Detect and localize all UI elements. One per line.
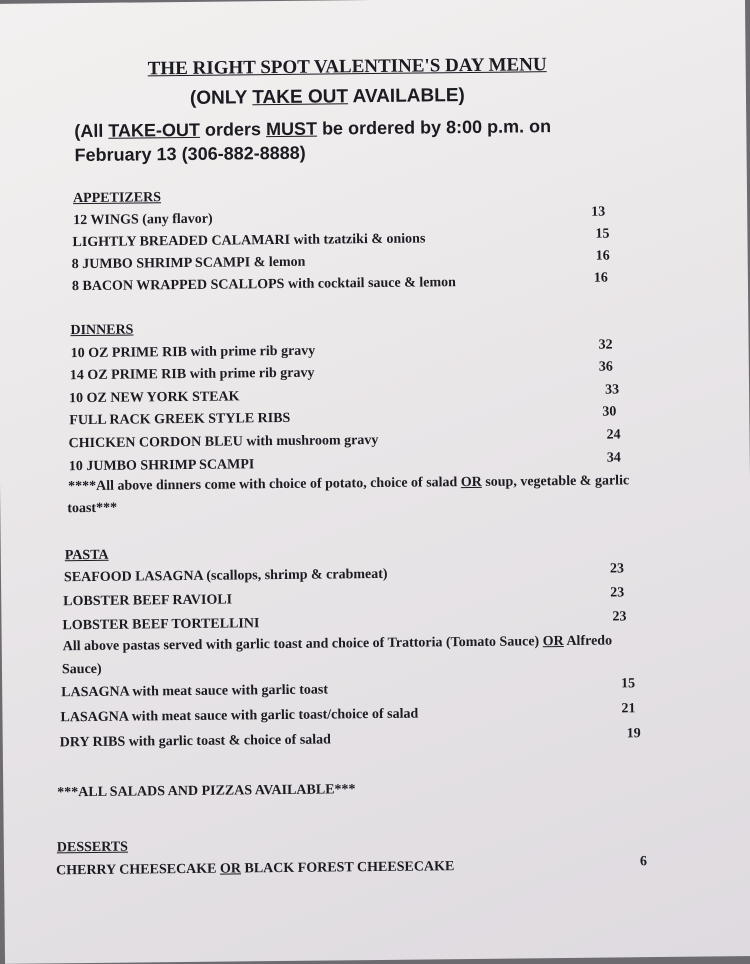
appetizer-item-name: 12 WINGS (any flavor) bbox=[73, 211, 213, 229]
appetizer-item-price: 16 bbox=[595, 248, 610, 264]
pasta-item-name: LOBSTER BEEF TORTELLINI bbox=[62, 616, 260, 634]
appetizer-item-price: 16 bbox=[593, 270, 608, 286]
dinner-item-name: 10 JUMBO SHRIMP SCAMPI bbox=[68, 457, 255, 475]
pasta-note: All above pastas served with garlic toast and choice of Trattoria (Tomato Sauce) OR Alfredo bbox=[62, 633, 613, 655]
dinners-heading: DINNERS bbox=[70, 322, 134, 339]
pasta-item-price: 19 bbox=[626, 726, 641, 742]
dinner-item-price: 30 bbox=[602, 404, 617, 420]
salads-pizzas-note: ***ALL SALADS AND PIZZAS AVAILABLE*** bbox=[57, 782, 356, 801]
dessert-item-name: CHERRY CHEESECAKE OR BLACK FOREST CHEESECAKE bbox=[55, 859, 455, 879]
dinner-item-name: 10 OZ PRIME RIB with prime rib gravy bbox=[70, 343, 316, 362]
pasta-item-name: LOBSTER BEEF RAVIOLI bbox=[63, 592, 233, 610]
pasta-heading: PASTA bbox=[64, 547, 109, 564]
pasta-item-price: 23 bbox=[609, 561, 625, 577]
dinner-item-price: 34 bbox=[606, 450, 621, 466]
desserts-heading: DESSERTS bbox=[56, 839, 129, 856]
pasta-item-price: 15 bbox=[621, 676, 636, 692]
dinner-item-name: 10 OZ NEW YORK STEAK bbox=[69, 389, 240, 407]
appetizers-heading: APPETIZERS bbox=[72, 190, 162, 207]
dinner-item-price: 33 bbox=[604, 382, 620, 398]
appetizer-item-name: 8 JUMBO SHRIMP SCAMPI & lemon bbox=[71, 254, 306, 273]
dinner-item-name: CHICKEN CORDON BLEU with mushroom gravy bbox=[68, 432, 379, 452]
order-date-phone: February 13 (306-882-8888) bbox=[74, 142, 306, 166]
appetizer-item-name: LIGHTLY BREADED CALAMARI with tzatziki & onions bbox=[72, 231, 426, 251]
dinners-note: ****All above dinners come with choice of potato, choice of salad OR soup, vegetable & garlic bbox=[67, 473, 630, 495]
dessert-item-price: 6 bbox=[639, 854, 648, 870]
pasta-item-name: LASAGNA with meat sauce with garlic toast bbox=[61, 682, 329, 701]
takeout-only-line: (ONLY TAKE OUT AVAILABLE) bbox=[189, 85, 465, 109]
pasta-item-name: DRY RIBS with garlic toast & choice of salad bbox=[59, 732, 332, 751]
order-deadline-line: (All TAKE-OUT orders MUST be ordered by 8:00 p.m. on bbox=[74, 116, 552, 142]
dinner-item-price: 32 bbox=[598, 337, 613, 353]
pasta-item-name: LASAGNA with meat sauce with garlic toast/choice of salad bbox=[60, 706, 419, 726]
dinners-note-line2: toast*** bbox=[67, 500, 118, 517]
appetizer-item-price: 15 bbox=[595, 226, 610, 242]
pasta-item-price: 23 bbox=[612, 609, 627, 625]
dinner-item-name: 14 OZ PRIME RIB with prime rib gravy bbox=[69, 365, 315, 384]
dinner-item-price: 36 bbox=[598, 359, 613, 375]
pasta-item-price: 21 bbox=[621, 701, 636, 717]
pasta-item-name: SEAFOOD LASAGNA (scallops, shrimp & crabmeat) bbox=[63, 566, 388, 586]
pasta-item-price: 23 bbox=[610, 585, 625, 601]
dinner-item-name: FULL RACK GREEK STYLE RIBS bbox=[69, 410, 291, 429]
menu-title: THE RIGHT SPOT VALENTINE'S DAY MENU bbox=[147, 54, 547, 80]
dinner-item-price: 24 bbox=[606, 427, 621, 443]
appetizer-item-price: 13 bbox=[591, 204, 606, 220]
appetizer-item-name: 8 BACON WRAPPED SCALLOPS with cocktail sauce & lemon bbox=[71, 275, 456, 295]
pasta-note-line2: Sauce) bbox=[61, 661, 102, 678]
